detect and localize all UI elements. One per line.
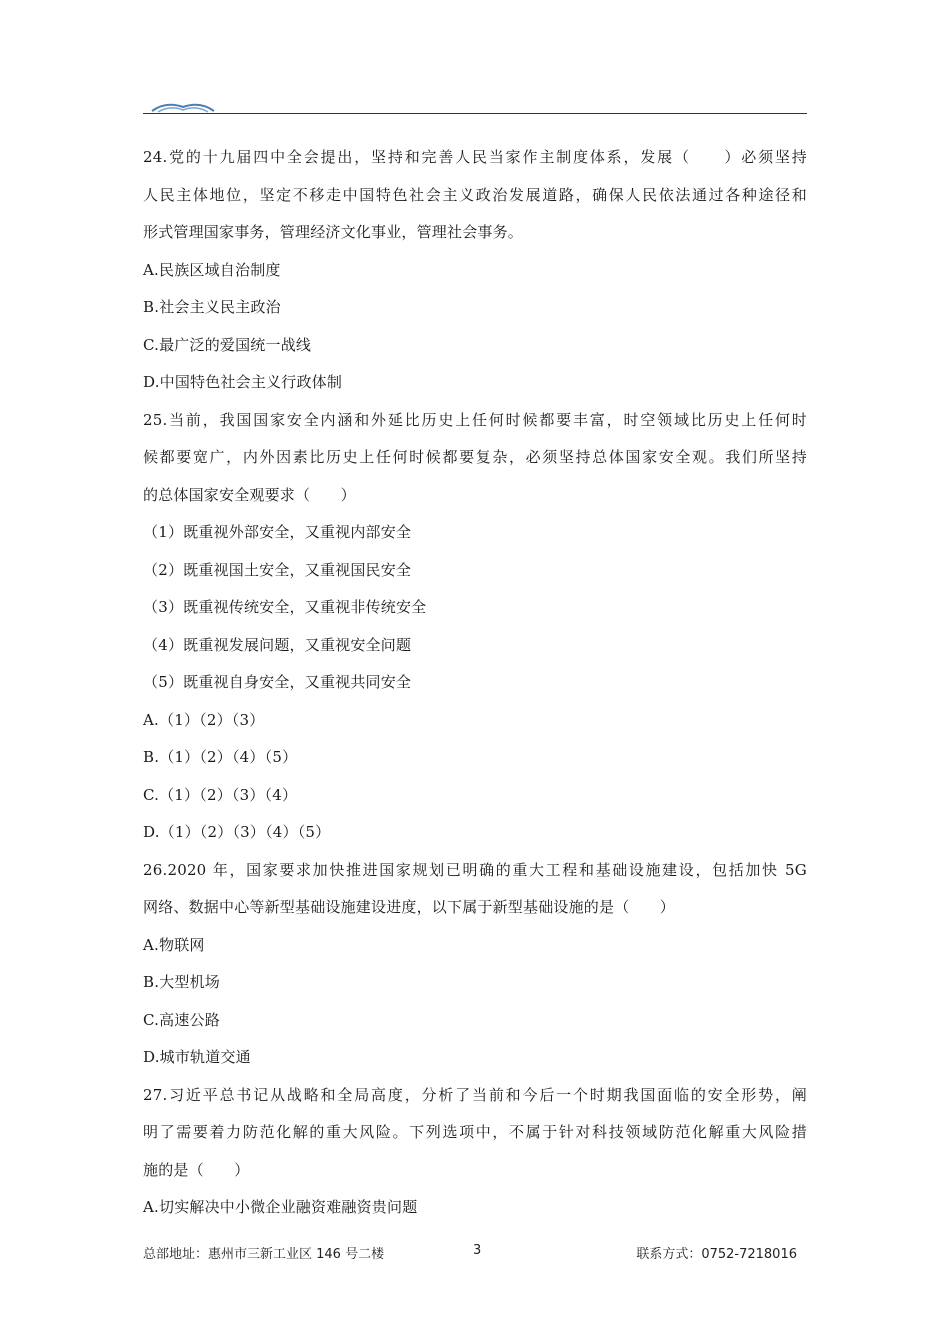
statement-4: （4）既重视发展问题，又重视安全问题 bbox=[143, 635, 412, 654]
statement-5: （5）既重视自身安全，又重视共同安全 bbox=[143, 673, 412, 691]
option-a: A.民族区域自治制度 bbox=[143, 260, 281, 279]
question-stem-line: 明了需要着力防范化解的重大风险。下列选项中，不属于针对科技领域防范化解重大风险措 bbox=[143, 1123, 807, 1141]
question-stem-line: 网络、数据中心等新型基础设施建设进度，以下属于新型基础设施的是（ ） bbox=[143, 898, 676, 916]
option-a: A.（1）（2）（3） bbox=[143, 710, 265, 729]
question-stem-line: 的总体国家安全观要求（ ） bbox=[143, 485, 356, 504]
question-list bbox=[143, 139, 807, 1227]
question-25 bbox=[143, 402, 807, 852]
option-b: B.大型机场 bbox=[143, 973, 220, 991]
footer-address: 总部地址：惠州市三新工业区 146 号二楼 bbox=[143, 1247, 385, 1262]
question-stem-line: 形式管理国家事务，管理经济文化事业，管理社会事务。 bbox=[143, 223, 524, 241]
statement-2: （2）既重视国土安全，又重视国民安全 bbox=[143, 560, 412, 579]
statement-3: （3）既重视传统安全，又重视非传统安全 bbox=[143, 598, 427, 616]
question-24 bbox=[143, 139, 807, 402]
header-divider bbox=[143, 113, 807, 114]
company-logo-icon bbox=[150, 98, 216, 112]
option-a: A.物联网 bbox=[143, 935, 205, 954]
option-c: C.最广泛的爱国统一战线 bbox=[143, 335, 312, 354]
question-27 bbox=[143, 1077, 807, 1227]
question-26 bbox=[143, 852, 807, 1077]
question-stem-line: 26.2020 年，国家要求加快推进国家规划已明确的重大工程和基础设施建设，包括加快 5G bbox=[143, 860, 807, 879]
question-stem-line: 25.当前，我国国家安全内涵和外延比历史上任何时候都要丰富，时空领域比历史上任何时 bbox=[143, 410, 807, 429]
question-stem-line: 施的是（ ） bbox=[143, 1160, 250, 1179]
option-c: C.高速公路 bbox=[143, 1010, 220, 1029]
footer-contact: 联系方式：0752-7218016 bbox=[636, 1247, 797, 1262]
option-d: D.（1）（2）（3）（4）（5） bbox=[143, 823, 331, 841]
question-stem-line: 人民主体地位，坚定不移走中国特色社会主义政治发展道路，确保人民依法通过各种途径和 bbox=[143, 185, 807, 204]
question-stem-line: 24.党的十九届四中全会提出，坚持和完善人民当家作主制度体系，发展（ ）必须坚持 bbox=[143, 148, 807, 166]
page-footer bbox=[143, 1243, 807, 1263]
page-number: 3 bbox=[473, 1243, 482, 1258]
option-a: A.切实解决中小微企业融资难融资贵问题 bbox=[143, 1198, 418, 1216]
option-b: B.（1）（2）（4）（5） bbox=[143, 748, 298, 766]
option-c: C.（1）（2）（3）（4） bbox=[143, 785, 298, 804]
option-d: D.城市轨道交通 bbox=[143, 1048, 251, 1066]
option-b: B.社会主义民主政治 bbox=[143, 298, 281, 316]
question-stem-line: 27.习近平总书记从战略和全局高度，分析了当前和今后一个时期我国面临的安全形势，阐 bbox=[143, 1085, 807, 1104]
question-stem-line: 候都要宽广，内外因素比历史上任何时候都要复杂，必须坚持总体国家安全观。我们所坚持 bbox=[143, 448, 807, 466]
statement-1: （1）既重视外部安全，又重视内部安全 bbox=[143, 523, 412, 541]
option-d: D.中国特色社会主义行政体制 bbox=[143, 373, 343, 391]
